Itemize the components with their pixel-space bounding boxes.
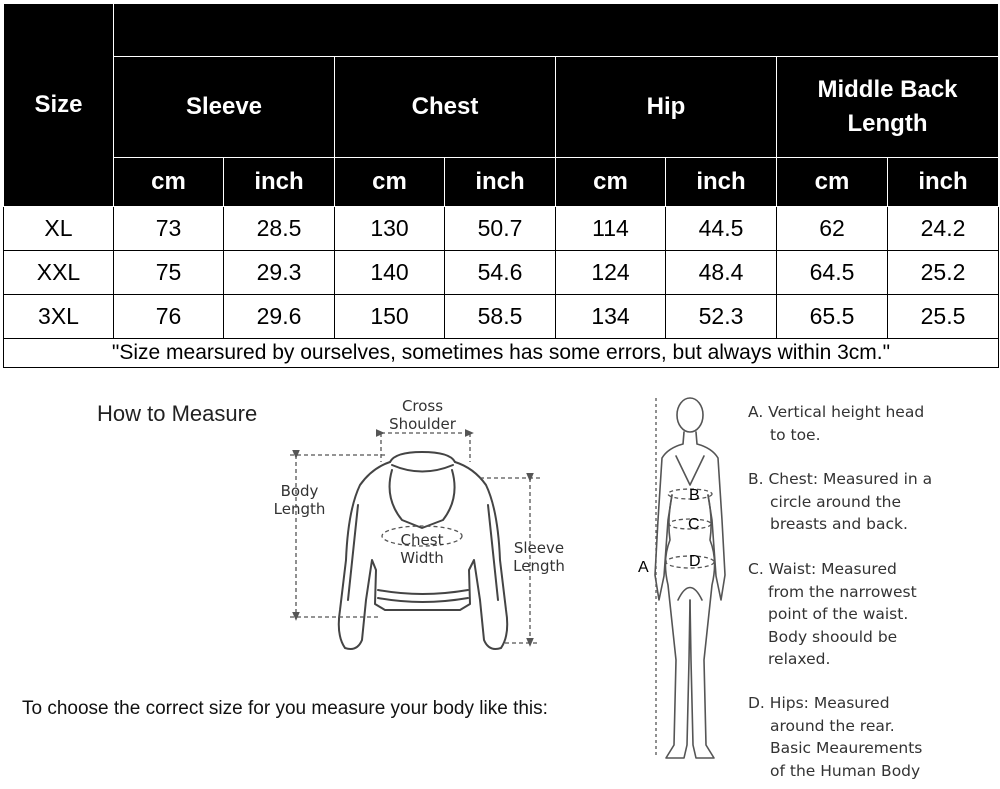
chest-width-label: Chest Width: [400, 531, 444, 567]
value-cell: 140: [335, 251, 445, 295]
value-cell: 75: [114, 251, 224, 295]
legend-a: A. Vertical height head to toe.: [748, 403, 925, 444]
value-cell: 58.5: [445, 295, 556, 339]
legend-c: C. Waist: Measured from the narrowest point of the waist. Body shoould be relaxed.: [748, 560, 917, 668]
legend-b: B. Chest: Measured in a circle around the breasts and back.: [748, 470, 933, 533]
unit-inch: inch: [888, 158, 999, 207]
value-cell: 124: [556, 251, 666, 295]
marker-d: D: [689, 553, 701, 570]
unit-cm: cm: [114, 158, 224, 207]
value-cell: 134: [556, 295, 666, 339]
human-figure: [655, 398, 725, 758]
value-cell: 52.3: [666, 295, 777, 339]
marker-b: B: [689, 487, 700, 504]
value-cell: 64.5: [777, 251, 888, 295]
sleeve-length-label: Sleeve Length: [513, 539, 565, 575]
value-cell: 65.5: [777, 295, 888, 339]
value-cell: 25.2: [888, 251, 999, 295]
unit-inch: inch: [445, 158, 556, 207]
size-cell: XXL: [4, 251, 114, 295]
value-cell: 29.3: [224, 251, 335, 295]
value-cell: 150: [335, 295, 445, 339]
cross-shoulder-label: Cross Shoulder: [389, 397, 456, 433]
unit-cm: cm: [335, 158, 445, 207]
value-cell: 73: [114, 207, 224, 251]
value-cell: 24.2: [888, 207, 999, 251]
value-cell: 76: [114, 295, 224, 339]
how-to-measure-title: How to Measure: [97, 401, 258, 426]
value-cell: 130: [335, 207, 445, 251]
value-cell: 54.6: [445, 251, 556, 295]
unit-cm: cm: [556, 158, 666, 207]
value-cell: 25.5: [888, 295, 999, 339]
size-cell: XL: [4, 207, 114, 251]
value-cell: 62: [777, 207, 888, 251]
chest-header: Chest: [335, 57, 556, 158]
value-cell: 28.5: [224, 207, 335, 251]
value-cell: 44.5: [666, 207, 777, 251]
measure-instruction: To choose the correct size for you measure your body like this:: [22, 698, 548, 719]
middle-back-length-header: Middle Back Length: [777, 57, 999, 158]
marker-c: C: [688, 516, 700, 533]
size-cell: 3XL: [4, 295, 114, 339]
value-cell: 114: [556, 207, 666, 251]
legend-d: D. Hips: Measured around the rear. Basic Meaurements of the Human Body: [748, 694, 923, 780]
marker-a: A: [638, 559, 649, 576]
measurement-note: "Size mearsured by ourselves, sometimes has some errors, but always within 3cm.": [4, 339, 999, 368]
sleeve-header: Sleeve: [114, 57, 335, 158]
size-header: Size: [4, 4, 114, 207]
value-cell: 48.4: [666, 251, 777, 295]
unit-cm: cm: [777, 158, 888, 207]
body-length-label: Body Length: [273, 482, 326, 518]
unit-inch: inch: [224, 158, 335, 207]
value-cell: 29.6: [224, 295, 335, 339]
unit-inch: inch: [666, 158, 777, 207]
value-cell: 50.7: [445, 207, 556, 251]
hip-header: Hip: [556, 57, 777, 158]
